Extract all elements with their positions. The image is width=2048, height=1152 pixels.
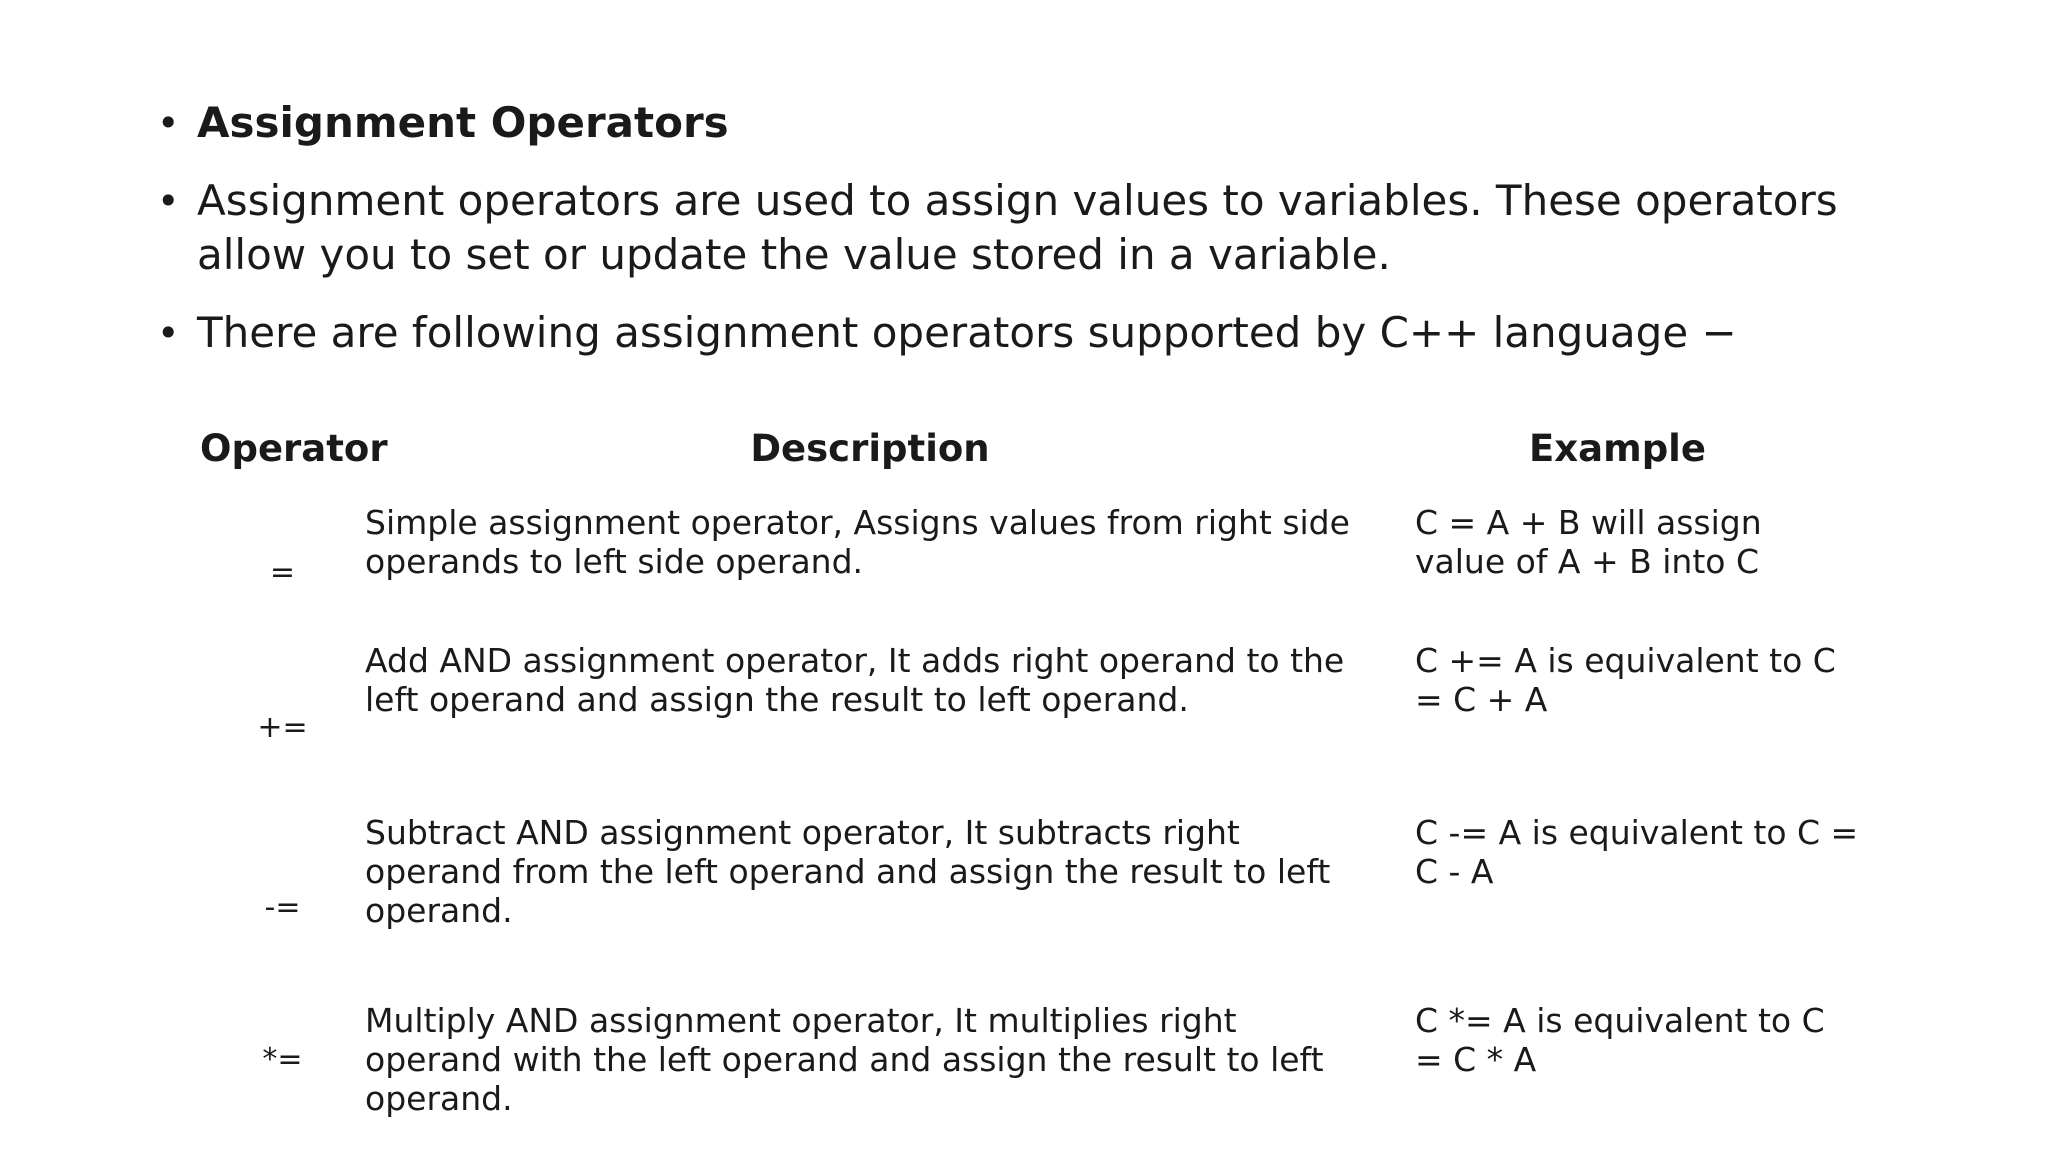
bullet-definition bbox=[155, 174, 1855, 282]
operator-cell: += bbox=[257, 709, 308, 745]
bullet-dot: • bbox=[157, 311, 180, 355]
table-header-row bbox=[200, 395, 1860, 503]
operator-cell: = bbox=[269, 554, 296, 590]
bullet-text: Assignment operators are used to assign values to variables. These operators allow you to set or update the value stored in a variable. bbox=[197, 176, 1838, 279]
operators-table bbox=[200, 395, 1860, 1118]
description-cell: Add AND assignment operator, It adds right operand to the left operand and assign the result to left operand. bbox=[365, 641, 1345, 719]
description-cell: Subtract AND assignment operator, It subtracts right operand from the left operand and assign the result to left operand. bbox=[365, 813, 1331, 930]
bullet-title bbox=[155, 96, 1855, 150]
description-cell: Multiply AND assignment operator, It multiplies right operand with the left operand and assign the result to left operand. bbox=[365, 1001, 1324, 1118]
example-cell: C *= A is equivalent to C = C * A bbox=[1415, 1001, 1825, 1079]
bullet-dot: • bbox=[157, 101, 180, 145]
table-row bbox=[200, 641, 1860, 813]
bullet-list bbox=[155, 96, 1855, 384]
bullet-text: There are following assignment operators supported by C++ language − bbox=[197, 308, 1737, 357]
table-row bbox=[200, 813, 1860, 1001]
header-description: Description bbox=[750, 427, 990, 470]
example-cell: C -= A is equivalent to C = C - A bbox=[1415, 813, 1859, 891]
header-operator: Operator bbox=[200, 427, 388, 470]
description-cell: Simple assignment operator, Assigns values from right side operands to left side operand. bbox=[365, 503, 1350, 581]
operator-cell: *= bbox=[262, 1042, 303, 1077]
table-row bbox=[200, 1001, 1860, 1118]
header-example: Example bbox=[1529, 427, 1706, 470]
operator-cell: -= bbox=[264, 889, 301, 925]
example-cell: C = A + B will assign value of A + B into C bbox=[1415, 503, 1762, 581]
example-cell: C += A is equivalent to C = C + A bbox=[1415, 641, 1836, 719]
bullet-text: Assignment Operators bbox=[197, 98, 729, 147]
table-row bbox=[200, 503, 1860, 641]
bullet-intro bbox=[155, 306, 1855, 360]
bullet-dot: • bbox=[157, 179, 180, 223]
